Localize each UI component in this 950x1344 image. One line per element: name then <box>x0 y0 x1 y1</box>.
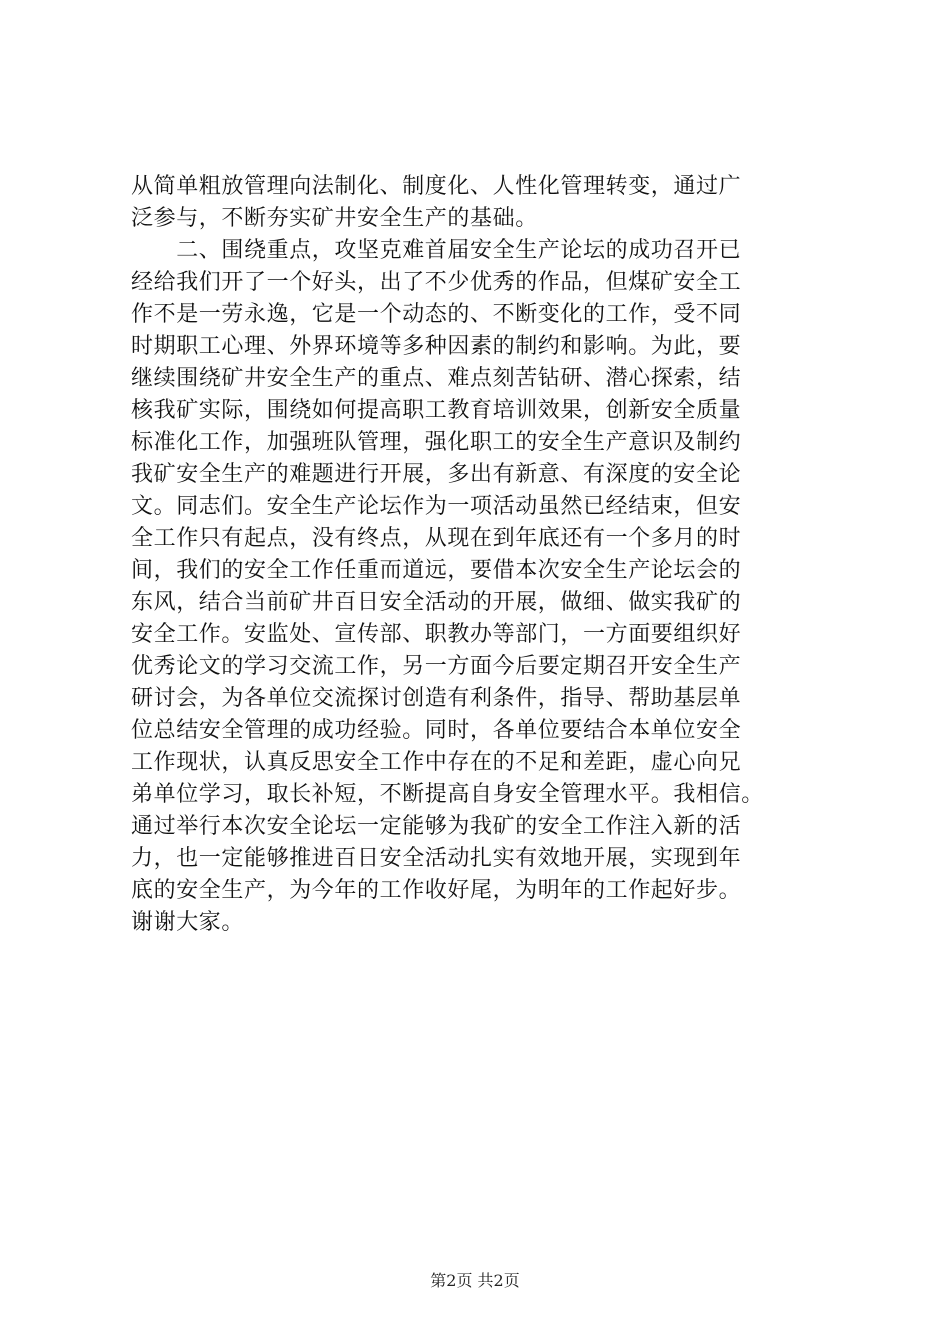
text-line: 安全工作。安监处、宣传部、职教办等部门，一方面要组织好 <box>131 622 742 647</box>
text-line: 核我矿实际，围绕如何提高职工教育培训效果，创新安全质量 <box>131 398 742 423</box>
text-line: 东风，结合当前矿井百日安全活动的开展，做细、做实我矿的 <box>131 590 742 615</box>
text-line: 文。同志们。安全生产论坛作为一项活动虽然已经结束，但安 <box>131 494 742 519</box>
text-line: 泛参与，不断夯实矿井安全生产的基础。 <box>131 206 538 231</box>
text-line: 研讨会，为各单位交流探讨创造有利条件，指导、帮助基层单 <box>131 686 742 711</box>
text-line: 位总结安全管理的成功经验。同时，各单位要结合本单位安全 <box>131 718 742 743</box>
text-line: 时期职工心理、外界环境等多种因素的制约和影响。为此，要 <box>131 334 742 359</box>
text-line: 作不是一劳永逸，它是一个动态的、不断变化的工作，受不同 <box>131 302 742 327</box>
text-line: 谢谢大家。 <box>131 910 245 935</box>
text-line: 间，我们的安全工作任重而道远，要借本次安全生产论坛会的 <box>131 558 742 583</box>
text-line: 从简单粗放管理向法制化、制度化、人性化管理转变，通过广 <box>131 174 742 199</box>
body-text <box>131 171 831 939</box>
text-line: 继续围绕矿井安全生产的重点、难点刻苦钻研、潜心探索，结 <box>131 366 742 391</box>
text-line: 优秀论文的学习交流工作，另一方面今后要定期召开安全生产 <box>131 654 742 679</box>
text-line: 全工作只有起点，没有终点，从现在到年底还有一个多月的时 <box>131 526 742 551</box>
page-number-footer: 第2页 共2页 <box>430 1271 520 1290</box>
text-line: 标准化工作，加强班队管理，强化职工的安全生产意识及制约 <box>131 430 742 455</box>
text-line: 弟单位学习，取长补短，不断提高自身安全管理水平。我相信。 <box>131 782 764 807</box>
text-line: 通过举行本次安全论坛一定能够为我矿的安全工作注入新的活 <box>131 814 742 839</box>
text-line: 工作现状，认真反思安全工作中存在的不足和差距，虚心向兄 <box>131 750 742 775</box>
text-line: 底的安全生产，为今年的工作收好尾，为明年的工作起好步。 <box>131 878 742 903</box>
text-line: 力，也一定能够推进百日安全活动扎实有效地开展，实现到年 <box>131 846 742 871</box>
text-line: 二、围绕重点，攻坚克难首届安全生产论坛的成功召开已 <box>131 238 742 263</box>
text-line: 我矿安全生产的难题进行开展，多出有新意、有深度的安全论 <box>131 462 742 487</box>
text-line: 经给我们开了一个好头，出了不少优秀的作品，但煤矿安全工 <box>131 270 742 295</box>
